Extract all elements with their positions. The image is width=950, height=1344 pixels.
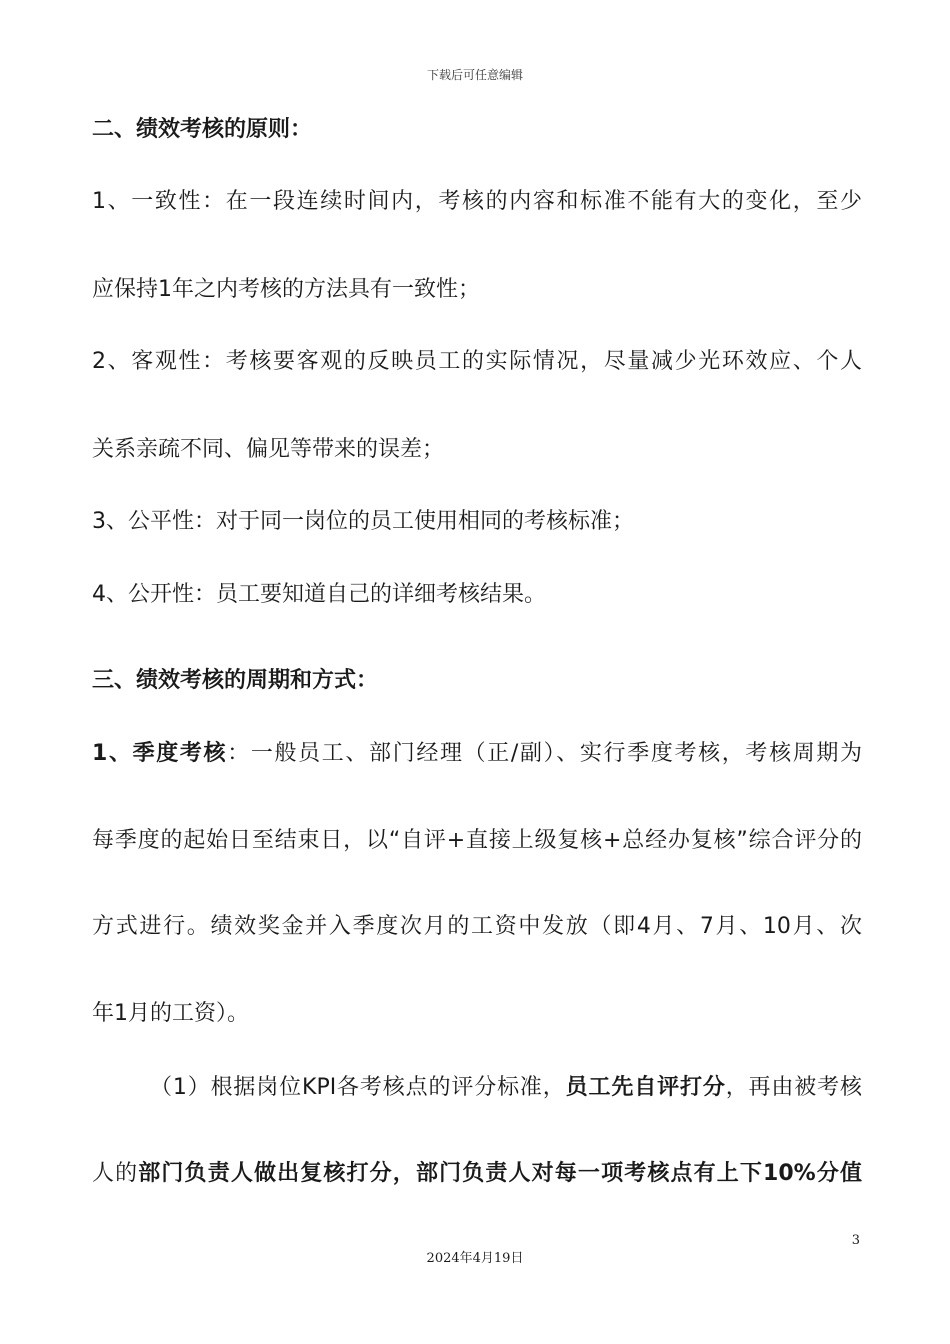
- step-1-line-2: [92, 1160, 862, 1188]
- step-1-bold-self-score: 员工先自评打分: [565, 1075, 726, 1100]
- paragraph-openness: 4、公开性：员工要知道自己的详细考核结果。: [92, 582, 546, 607]
- step-1-line-1: [150, 1074, 862, 1102]
- quarterly-review-line-1: [92, 740, 862, 768]
- page-number: 3: [851, 1233, 860, 1248]
- section-3-heading: 三、绩效考核的周期和方式：: [92, 668, 379, 693]
- step-1-line-2-text: 人的: [92, 1161, 139, 1186]
- quarterly-review-line-4: 年1月的工资）。: [92, 1001, 249, 1026]
- quarterly-review-line-1-text: ：一般员工、部门经理（正/副）、实行季度考核，考核周期为: [227, 741, 863, 766]
- quarterly-review-label: 1、季度考核: [92, 741, 228, 766]
- paragraph-fairness: 3、公平性：对于同一岗位的员工使用相同的考核标准；: [92, 509, 634, 534]
- step-1-text-a: （1）根据岗位KPI各考核点的评分标准，: [150, 1075, 566, 1100]
- paragraph-objectivity-line-1: 2、客观性：考核要客观的反映员工的实际情况，尽量减少光环效应、个人: [92, 349, 862, 374]
- quarterly-review-line-2: 每季度的起始日至结束日，以“自评+直接上级复核+总经办复核”综合评分的: [92, 828, 862, 853]
- footer-date: 2024年4月19日: [426, 1251, 524, 1266]
- page-header: 下载后可任意编辑: [426, 68, 523, 82]
- step-1-line-2-bold: 部门负责人做出复核打分，部门负责人对每一项考核点有上下10%分值: [138, 1161, 862, 1186]
- section-2-heading: 二、绩效考核的原则：: [92, 117, 313, 142]
- paragraph-consistency-line-1: 1、一致性：在一段连续时间内，考核的内容和标准不能有大的变化，至少: [92, 189, 862, 214]
- quarterly-review-line-3: 方式进行。绩效奖金并入季度次月的工资中发放（即4月、7月、10月、次: [92, 914, 862, 939]
- paragraph-consistency-line-2: 应保持1年之内考核的方法具有一致性；: [92, 277, 480, 302]
- paragraph-objectivity-line-2: 关系亲疏不同、偏见等带来的误差；: [92, 437, 445, 462]
- step-1-text-b: ，再由被考核: [725, 1075, 862, 1100]
